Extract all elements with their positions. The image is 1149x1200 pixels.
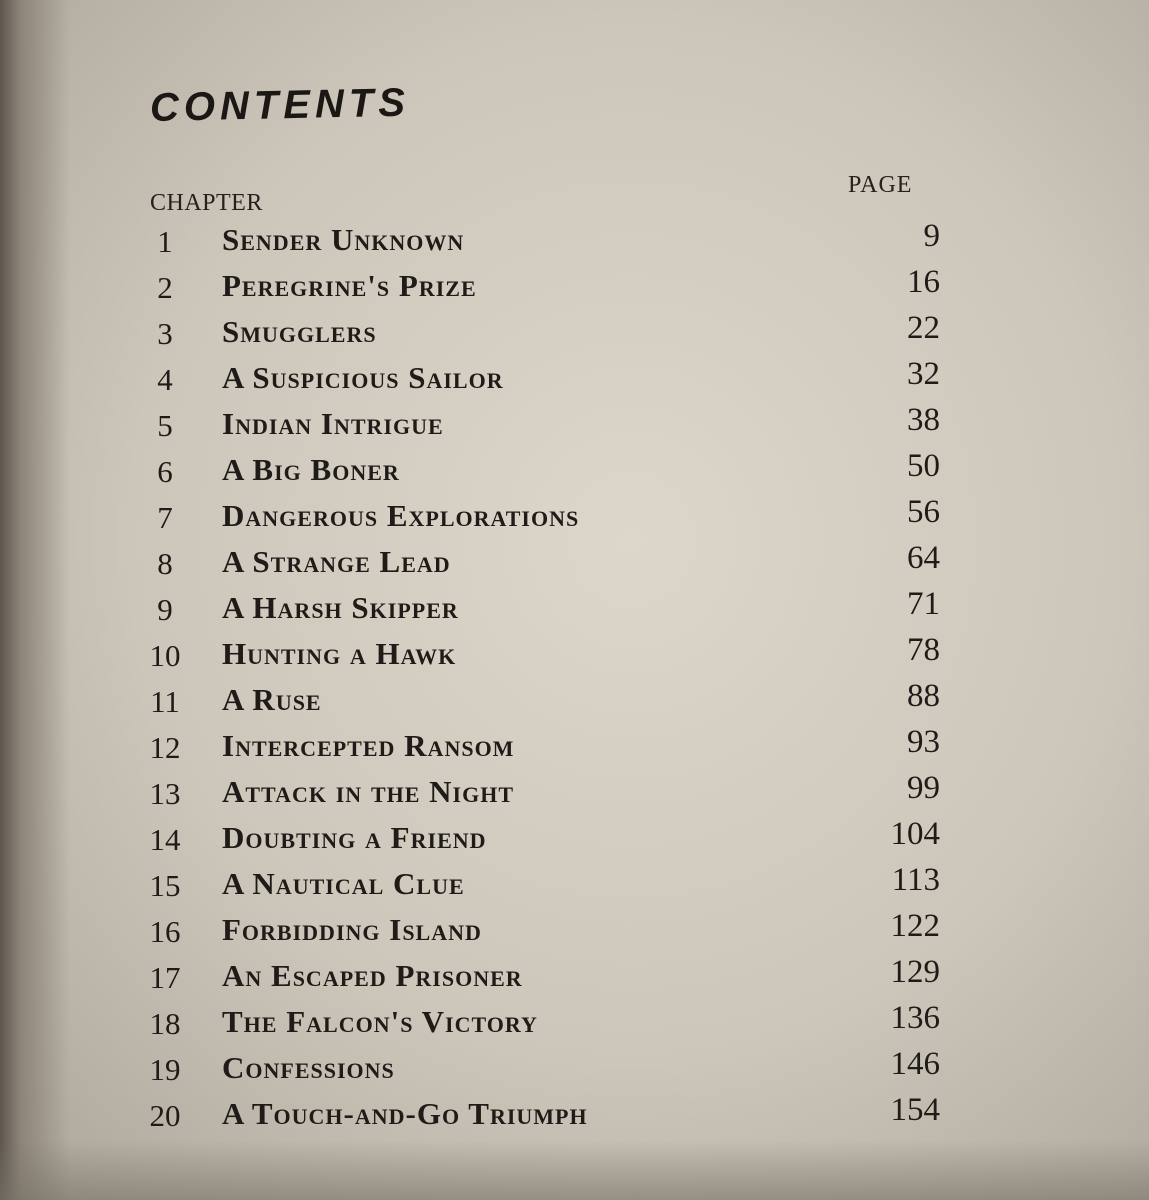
- chapter-title: A Harsh Skipper: [222, 590, 459, 625]
- chapter-page: 113: [891, 862, 940, 898]
- chapter-number: 12: [149, 730, 181, 765]
- chapter-page: 154: [890, 1092, 940, 1128]
- contents-heading: CONTENTS: [149, 80, 411, 130]
- contents-row: [140, 358, 970, 404]
- chapter-title: A Ruse: [222, 682, 322, 717]
- contents-row: [140, 312, 970, 358]
- contents-row: [140, 266, 970, 312]
- chapter-number: 11: [150, 684, 180, 719]
- contents-row: [140, 818, 970, 864]
- contents-row: [140, 910, 970, 956]
- chapter-title: Doubting a Friend: [222, 820, 487, 855]
- chapter-number: 19: [149, 1052, 181, 1087]
- chapter-title: A Nautical Clue: [222, 866, 465, 901]
- chapter-page: 146: [890, 1046, 940, 1082]
- chapter-number: 8: [157, 546, 173, 581]
- chapter-number: 4: [157, 362, 173, 397]
- chapter-title: A Strange Lead: [222, 544, 451, 579]
- chapter-page: 16: [907, 264, 940, 300]
- contents-row: [140, 726, 970, 772]
- chapter-number: 20: [149, 1098, 181, 1133]
- chapter-title: Sender Unknown: [222, 222, 465, 257]
- contents-row: [140, 680, 970, 726]
- chapter-number: 13: [149, 776, 181, 811]
- chapter-number: 10: [149, 638, 181, 673]
- chapter-page: 78: [907, 632, 940, 668]
- chapter-page: 32: [907, 356, 940, 392]
- chapter-title: Peregrine's Prize: [222, 268, 477, 303]
- chapter-number: 14: [149, 822, 181, 857]
- chapter-title: Forbidding Island: [222, 912, 482, 947]
- chapter-page: 38: [907, 402, 940, 438]
- chapter-column-label: CHAPTER: [150, 190, 263, 216]
- chapter-page: 104: [890, 816, 940, 852]
- page-gutter-shadow: [0, 0, 70, 1200]
- chapter-number: 16: [149, 914, 181, 949]
- chapter-page: 88: [907, 678, 940, 714]
- chapter-title: Hunting a Hawk: [222, 636, 457, 671]
- chapter-number: 17: [149, 960, 181, 995]
- chapter-page: 50: [907, 448, 940, 484]
- chapter-title: Smugglers: [222, 314, 377, 349]
- chapter-number: 5: [157, 408, 173, 443]
- chapter-number: 6: [157, 454, 173, 489]
- contents-row: [140, 772, 970, 818]
- chapter-page: 56: [907, 494, 940, 530]
- page-bottom-shadow: [0, 1140, 1149, 1200]
- page-column-label: PAGE: [848, 172, 913, 198]
- chapter-title: Dangerous Explorations: [222, 498, 580, 533]
- chapter-title: Intercepted Ransom: [222, 728, 515, 763]
- chapter-title: A Touch-and-Go Triumph: [222, 1096, 588, 1131]
- contents-row: [140, 542, 970, 588]
- chapter-page: 9: [923, 218, 940, 254]
- contents-list: [140, 220, 970, 1140]
- chapter-number: 9: [157, 592, 173, 627]
- chapter-page: 71: [907, 586, 940, 622]
- contents-row: [140, 496, 970, 542]
- chapter-page: 122: [890, 908, 940, 944]
- chapter-number: 7: [157, 500, 173, 535]
- chapter-number: 3: [157, 316, 173, 351]
- chapter-title: Confessions: [222, 1050, 395, 1085]
- chapter-title: A Big Boner: [222, 452, 400, 487]
- contents-row: [140, 450, 970, 496]
- chapter-page: 22: [907, 310, 940, 346]
- chapter-number: 1: [157, 224, 173, 259]
- contents-row: [140, 404, 970, 450]
- chapter-page: 99: [907, 770, 940, 806]
- contents-row: [140, 1094, 970, 1140]
- chapter-number: 18: [149, 1006, 181, 1041]
- chapter-title: Attack in the Night: [222, 774, 514, 809]
- contents-row: [140, 634, 970, 680]
- contents-row: [140, 1002, 970, 1048]
- chapter-page: 136: [890, 1000, 940, 1036]
- contents-row: [140, 956, 970, 1002]
- chapter-number: 15: [149, 868, 181, 903]
- chapter-title: An Escaped Prisoner: [222, 958, 523, 993]
- chapter-title: The Falcon's Victory: [222, 1004, 538, 1039]
- contents-row: [140, 1048, 970, 1094]
- chapter-number: 2: [157, 270, 173, 305]
- chapter-page: 129: [890, 954, 940, 990]
- contents-row: [140, 220, 970, 266]
- chapter-page: 64: [907, 540, 940, 576]
- chapter-title: Indian Intrigue: [222, 406, 444, 441]
- contents-row: [140, 588, 970, 634]
- contents-row: [140, 864, 970, 910]
- chapter-title: A Suspicious Sailor: [222, 360, 504, 395]
- chapter-page: 93: [907, 724, 940, 760]
